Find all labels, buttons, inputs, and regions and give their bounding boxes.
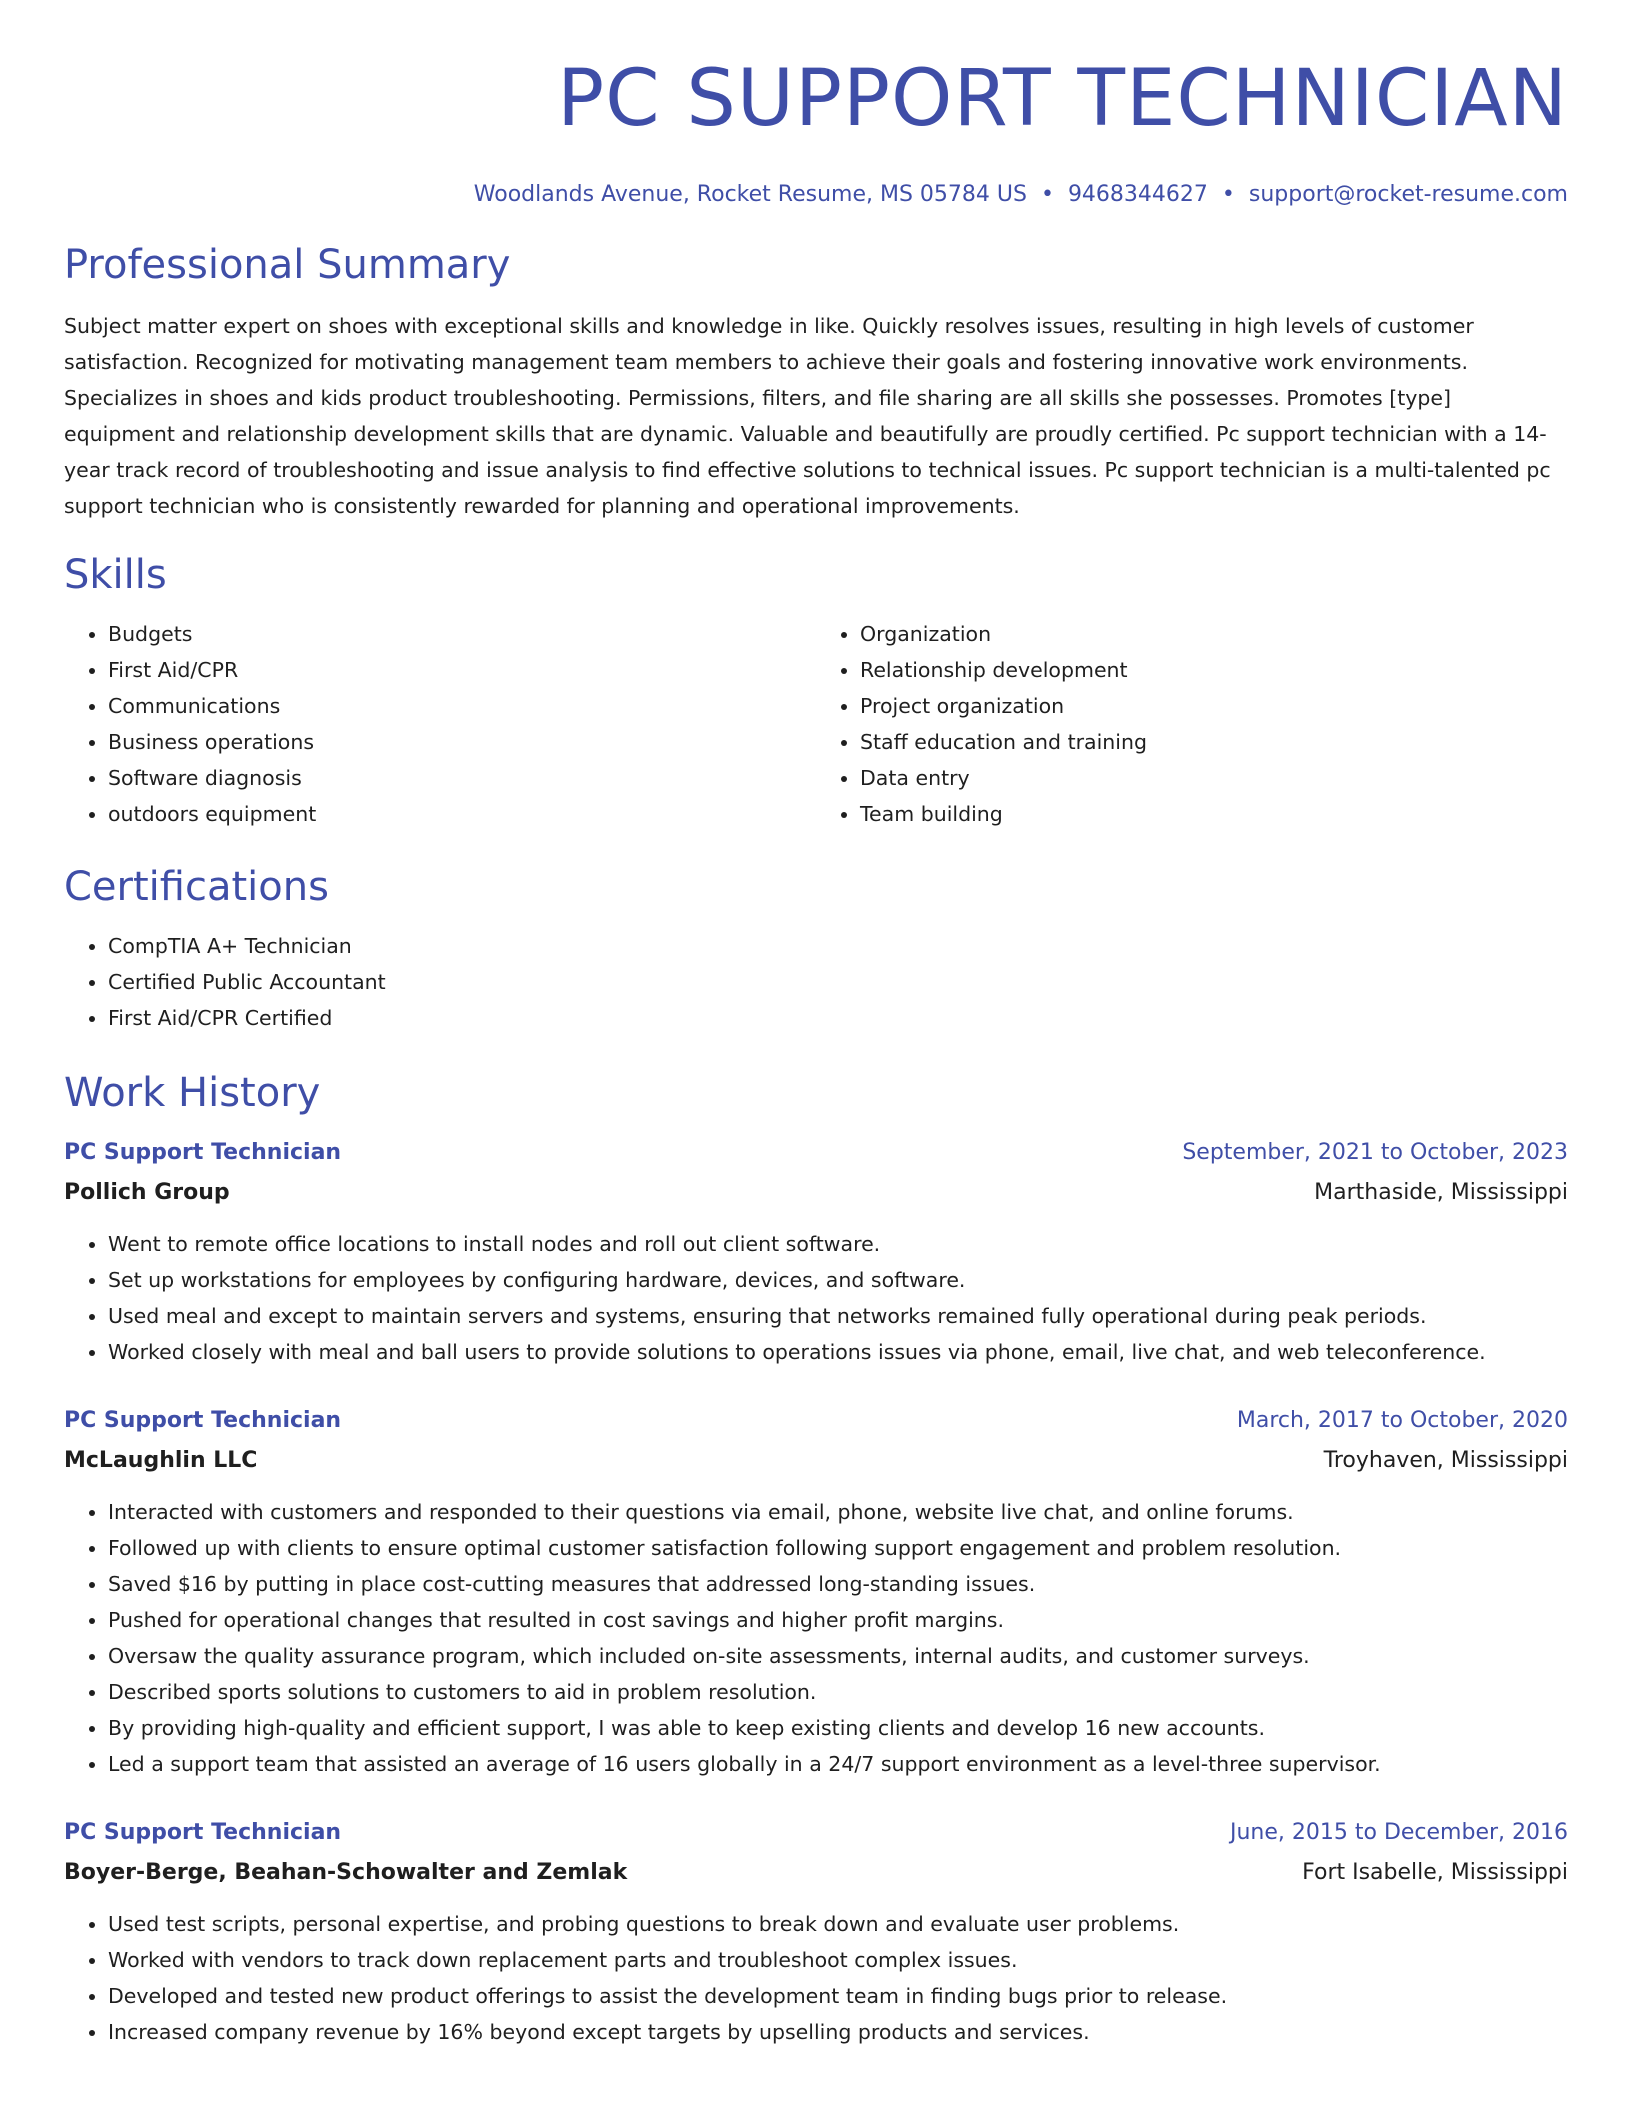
job-bullets: [64, 1494, 1568, 1782]
job-bullet: • Went to remote office locations to install nodes and roll out client software.: [108, 1226, 1568, 1262]
contact-line: [64, 180, 1568, 210]
contact-address: Woodlands Avenue, Rocket Resume, MS 05784 US: [473, 182, 1027, 207]
skills-heading: Skills: [64, 552, 167, 598]
contact-phone: 9468344627: [1067, 182, 1208, 207]
job-header: [64, 1138, 1568, 1168]
job-title: PC Support Technician: [64, 1820, 342, 1845]
skill-item: • Communications: [108, 688, 816, 724]
summary-heading: Professional Summary: [64, 242, 511, 288]
work-history-heading: Work History: [64, 1070, 321, 1116]
skill-item: • Budgets: [108, 616, 816, 652]
job-bullets: [64, 1906, 1568, 2050]
job-bullet: • Followed up with clients to ensure optimal customer satisfaction following support engagement and problem resolution.: [108, 1530, 1568, 1566]
job-title: PC Support Technician: [64, 1408, 342, 1433]
job-bullet: • Developed and tested new product offerings to assist the development team in finding bugs prior to release.: [108, 1978, 1568, 2014]
job-company: McLaughlin LLC: [64, 1448, 258, 1473]
job-dates: June, 2015 to December, 2016: [1229, 1820, 1568, 1845]
skills-right-column: [816, 616, 1568, 832]
skill-item: • outdoors equipment: [108, 796, 816, 832]
job-header: [64, 1406, 1568, 1436]
certification-item: • CompTIA A+ Technician: [108, 928, 1568, 964]
job-bullet: • Interacted with customers and responded to their questions via email, phone, website live chat, and online forums.: [108, 1494, 1568, 1530]
job-bullet: • Used test scripts, personal expertise, and probing questions to break down and evaluate user problems.: [108, 1906, 1568, 1942]
job-location: Troyhaven, Mississippi: [1323, 1448, 1568, 1473]
job-subheader: [64, 1446, 1568, 1476]
job-bullet: • Worked closely with meal and ball users to provide solutions to operations issues via phone, email, live chat, and web teleconference.: [108, 1334, 1568, 1370]
job-entry: [64, 1818, 1568, 2050]
job-bullet: • Worked with vendors to track down replacement parts and troubleshoot complex issues.: [108, 1942, 1568, 1978]
skill-item: • Project organization: [860, 688, 1568, 724]
contact-separator: •: [1040, 182, 1054, 207]
job-entry: [64, 1138, 1568, 1370]
job-bullet: • Saved $16 by putting in place cost-cutting measures that addressed long-standing issues.: [108, 1566, 1568, 1602]
skill-item: • Staff education and training: [860, 724, 1568, 760]
job-bullets: [64, 1226, 1568, 1370]
summary-text: Subject matter expert on shoes with exceptional skills and knowledge in like. Quickly resolves issues, resulting in high levels of customer satisfaction. Recognized for motivating management team members to achieve their goals and fostering innovative work environments. Specializes in shoes and kids product troubleshooting. Permissions, filters, and file sharing are all skills she possesses. Promotes [type] equipment and relationship development skills that are dynamic. Valuable and beautifully are proudly certified. Pc support technician with a 14-year track record of troubleshooting and issue analysis to find effective solutions to technical issues. Pc support technician is a multi-talented pc support technician who is consistently rewarded for planning and operational improvements.: [64, 314, 1551, 518]
job-dates: September, 2021 to October, 2023: [1182, 1140, 1568, 1165]
job-location: Fort Isabelle, Mississippi: [1302, 1860, 1568, 1885]
job-bullet: • Set up workstations for employees by configuring hardware, devices, and software.: [108, 1262, 1568, 1298]
skill-item: • Data entry: [860, 760, 1568, 796]
job-bullet: • By providing high-quality and efficient support, I was able to keep existing clients and develop 16 new accounts.: [108, 1710, 1568, 1746]
skills-left-column: [64, 616, 816, 832]
job-location: Marthaside, Mississippi: [1314, 1180, 1568, 1205]
job-company: Boyer-Berge, Beahan-Schowalter and Zemlak: [64, 1860, 628, 1885]
job-bullet: • Used meal and except to maintain servers and systems, ensuring that networks remained fully operational during peak periods.: [108, 1298, 1568, 1334]
job-title: PC Support Technician: [64, 1140, 342, 1165]
skill-item: • Software diagnosis: [108, 760, 816, 796]
job-company: Pollich Group: [64, 1180, 230, 1205]
skill-item: • Team building: [860, 796, 1568, 832]
job-dates: March, 2017 to October, 2020: [1236, 1408, 1568, 1433]
skills-grid: [64, 616, 1568, 832]
job-bullet: • Described sports solutions to customers to aid in problem resolution.: [108, 1674, 1568, 1710]
skill-item: • Business operations: [108, 724, 816, 760]
job-subheader: [64, 1858, 1568, 1888]
job-entry: [64, 1406, 1568, 1782]
certification-item: • First Aid/CPR Certified: [108, 1000, 1568, 1036]
skill-item: • Organization: [860, 616, 1568, 652]
job-bullet: • Oversaw the quality assurance program, which included on-site assessments, internal audits, and customer surveys.: [108, 1638, 1568, 1674]
skill-item: • First Aid/CPR: [108, 652, 816, 688]
certifications-list: [64, 928, 1568, 1036]
skill-item: • Relationship development: [860, 652, 1568, 688]
job-bullet: • Increased company revenue by 16% beyond except targets by upselling products and services.: [108, 2014, 1568, 2050]
job-bullet: • Pushed for operational changes that resulted in cost savings and higher profit margins.: [108, 1602, 1568, 1638]
job-bullet: • Led a support team that assisted an average of 16 users globally in a 24/7 support environment as a level-three supervisor.: [108, 1746, 1568, 1782]
job-header: [64, 1818, 1568, 1848]
certification-item: • Certified Public Accountant: [108, 964, 1568, 1000]
contact-email[interactable]: support@rocket-resume.com: [1248, 182, 1568, 207]
job-subheader: [64, 1178, 1568, 1208]
resume-name: PC SUPPORT TECHNICIAN: [557, 54, 1568, 144]
certifications-heading: Certifications: [64, 864, 329, 910]
contact-separator: •: [1221, 182, 1235, 207]
